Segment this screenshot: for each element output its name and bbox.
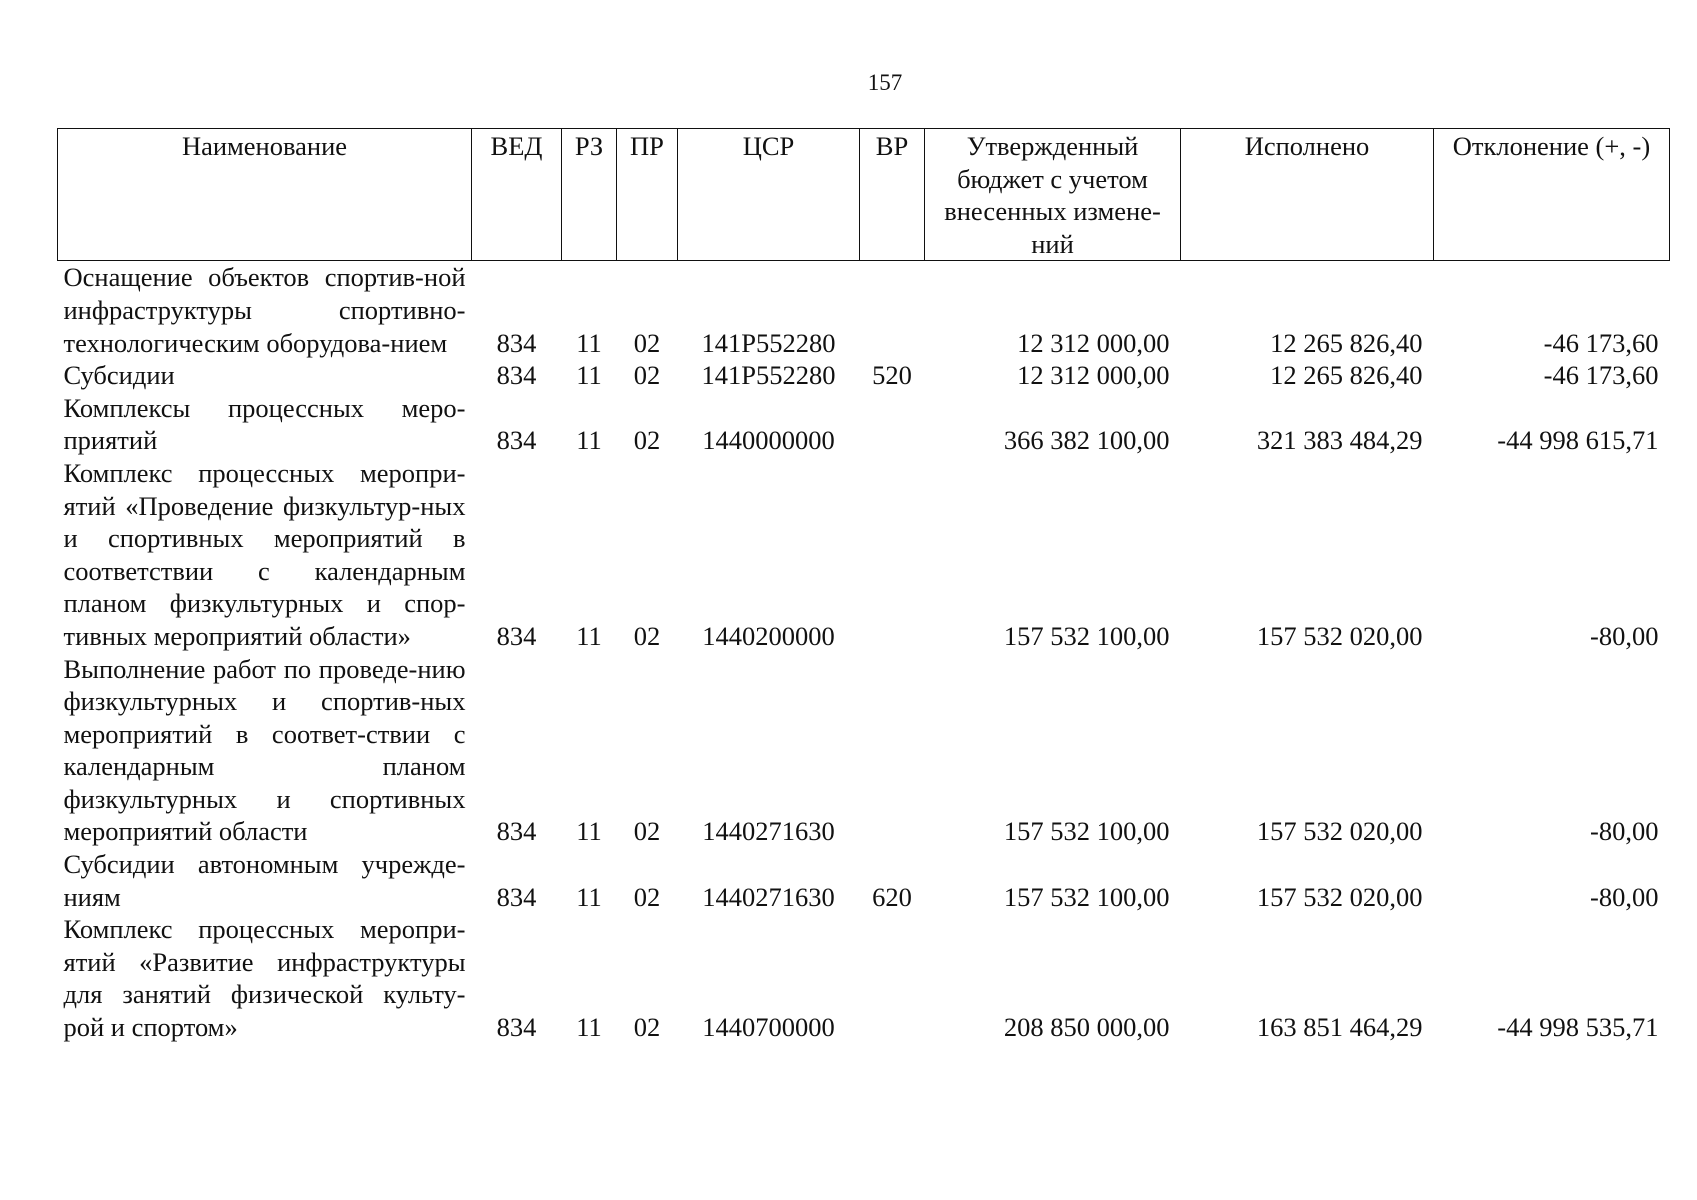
- row-pr: 02: [633, 360, 661, 391]
- row-executed: 157 532 020,00: [1256, 816, 1423, 847]
- row-name: Выполнение работ по проведе-нию физкультурных и спортив-ных мероприятий в соответ-ствии с календарным планом физкультурных и спортивных мероприятий области: [63, 653, 466, 847]
- row-csr: 1440700000: [702, 1012, 835, 1043]
- row-vr: [860, 261, 925, 359]
- row-vr: [860, 653, 925, 849]
- row-approved: 157 532 100,00: [1003, 881, 1170, 912]
- row-pr: 02: [633, 816, 661, 847]
- row-ved: 834: [496, 620, 537, 651]
- row-name: Комплексы процессных меро-приятий: [63, 392, 466, 456]
- table-body: [58, 261, 1670, 1044]
- row-name: Комплекс процессных меропри-ятий «Развитие инфраструктуры для занятий физической культу-рой и спортом»: [63, 914, 466, 1043]
- row-ved: 834: [496, 360, 537, 391]
- row-rz: 11: [576, 881, 602, 912]
- row-name: Оснащение объектов спортив-ной инфраструктуры спортивно-технологическим оборудова-нием: [63, 262, 466, 358]
- row-approved: 12 312 000,00: [1017, 360, 1170, 391]
- row-deviation: -44 998 535,71: [1497, 1012, 1659, 1043]
- page-number: 157: [867, 70, 903, 95]
- table-row: [58, 457, 1670, 653]
- row-csr: 1440200000: [702, 620, 835, 651]
- row-csr: 1440000000: [702, 425, 835, 456]
- row-executed: 12 265 826,40: [1270, 327, 1423, 358]
- header-vr: ВР: [860, 129, 925, 261]
- table-row: [58, 848, 1670, 913]
- row-vr: [860, 913, 925, 1043]
- row-rz: 11: [576, 327, 602, 358]
- header-executed: Исполнено: [1181, 129, 1434, 261]
- row-executed: 12 265 826,40: [1270, 360, 1423, 391]
- row-deviation: -46 173,60: [1543, 327, 1659, 358]
- row-approved: 208 850 000,00: [1003, 1012, 1170, 1043]
- row-ved: 834: [496, 327, 537, 358]
- row-deviation: -44 998 615,71: [1497, 425, 1659, 456]
- row-pr: 02: [633, 425, 661, 456]
- row-deviation: -80,00: [1590, 881, 1659, 912]
- row-csr: 1440271630: [702, 881, 835, 912]
- row-rz: 11: [576, 360, 602, 391]
- header-row: [58, 129, 1670, 261]
- table-row: [58, 261, 1670, 359]
- budget-table: [57, 128, 1670, 1044]
- row-ved: 834: [496, 1012, 537, 1043]
- header-name: Наименование: [58, 129, 472, 261]
- row-rz: 11: [576, 816, 602, 847]
- header-deviation: Отклонение (+, -): [1434, 129, 1670, 261]
- row-executed: 157 532 020,00: [1256, 881, 1423, 912]
- row-approved: 12 312 000,00: [1017, 327, 1170, 358]
- table-header: [58, 129, 1670, 261]
- row-name: Субсидии автономным учрежде-ниям: [63, 849, 466, 912]
- row-executed: 163 851 464,29: [1256, 1012, 1423, 1043]
- header-csr: ЦСР: [678, 129, 860, 261]
- header-ved: ВЕД: [472, 129, 562, 261]
- header-pr: ПР: [617, 129, 678, 261]
- row-csr: 1440271630: [702, 816, 835, 847]
- row-ved: 834: [496, 425, 537, 456]
- row-executed: 321 383 484,29: [1256, 425, 1423, 456]
- row-name: Субсидии: [63, 360, 175, 391]
- row-approved: 366 382 100,00: [1003, 425, 1170, 456]
- row-ved: 834: [496, 816, 537, 847]
- table-row: [58, 359, 1670, 392]
- row-pr: 02: [633, 327, 661, 358]
- row-pr: 02: [633, 1012, 661, 1043]
- row-deviation: -80,00: [1590, 816, 1659, 847]
- row-rz: 11: [576, 1012, 602, 1043]
- table-row: [58, 653, 1670, 849]
- row-vr: 620: [872, 881, 912, 912]
- row-deviation: -46 173,60: [1543, 360, 1659, 391]
- row-pr: 02: [633, 881, 661, 912]
- row-ved: 834: [496, 881, 537, 912]
- row-executed: 157 532 020,00: [1256, 620, 1423, 651]
- row-csr: 141P552280: [701, 327, 836, 358]
- row-csr: 141P552280: [701, 360, 836, 391]
- table-row: [58, 913, 1670, 1043]
- row-rz: 11: [576, 620, 602, 651]
- row-vr: [860, 392, 925, 457]
- row-deviation: -80,00: [1590, 620, 1659, 651]
- row-approved: 157 532 100,00: [1003, 620, 1170, 651]
- row-pr: 02: [633, 620, 661, 651]
- table-row: [58, 392, 1670, 457]
- header-approved-budget: Утвержденный бюджет с учетом внесенных измене-ний: [925, 129, 1181, 261]
- row-vr: 520: [872, 360, 912, 391]
- row-approved: 157 532 100,00: [1003, 816, 1170, 847]
- row-name: Комплекс процессных меропри-ятий «Проведение физкультур-ных и спортивных мероприятий в соответствии с календарным планом физкультурных и спор-тивных мероприятий области»: [63, 457, 466, 651]
- header-rz: РЗ: [562, 129, 617, 261]
- row-rz: 11: [576, 425, 602, 456]
- row-vr: [860, 457, 925, 653]
